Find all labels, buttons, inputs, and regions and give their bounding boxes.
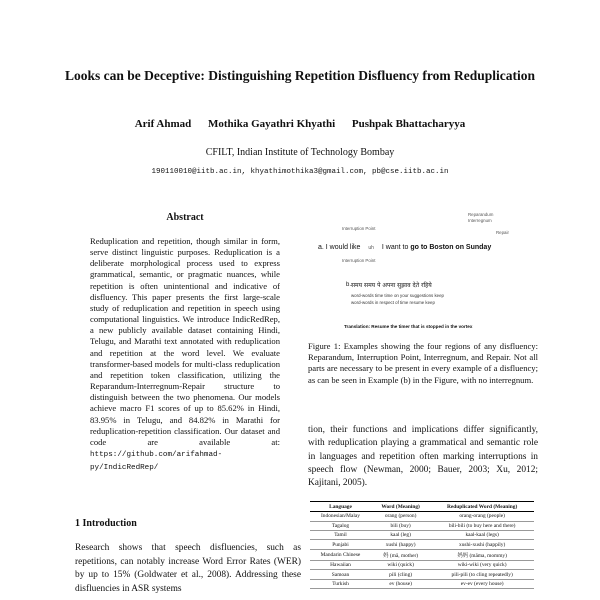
table-cell: pili (cling) [371, 570, 430, 579]
table-cell: orang-orang (people) [430, 512, 534, 521]
table-cell: kaal-kaal (legs) [430, 530, 534, 539]
table-cell: Punjabi [310, 540, 371, 549]
table-cell: ev (house) [371, 579, 430, 588]
table-cell: 妈妈 (māma, mommy) [430, 549, 534, 560]
table-cell: ev-ev (every house) [430, 579, 534, 588]
table-row [310, 512, 534, 521]
example-sentence-a [318, 244, 491, 251]
table-cell: Samoan [310, 570, 371, 579]
table-cell: pili-pili (to cling repeatedly) [430, 570, 534, 579]
abstract-body-text: Reduplication and repetition, though similar in form, serve distinct linguistic purposes. Reduplication is a deliberate morphological process used to express grammatical, semantic, or pragmatic nuances, while repetition is often unintentional and indicative of disfluency. This paper presents the first large-scale study of reduplication and repetition in speech using computational linguistics. We introduce IndicRedRep, a new publicly available dataset containing Hindi, Telugu, and Marathi text annotated with reduplication and repetition at the word level. We evaluate transformer-based models for multi-class reduplication and repetition token classification, utilizing the Reparandum-Interregnum-Repair structure to distinguish between the two phenomena. Our models achieve macro F1 scores of up to 85.62% in Hindi, 83.95% in Telugu, and 84.82% in Marathi for reduplication-repetition classification. Our dataset and code are available at: [90, 236, 280, 447]
table-row [310, 561, 534, 570]
table-cell: orang (person) [371, 512, 430, 521]
table-cell: Mandarin Chinese [310, 549, 371, 560]
abstract-text [90, 236, 280, 474]
reparandum-text: I would like [325, 244, 361, 251]
table-cell: Tagalog [310, 521, 371, 530]
interruption-point-label: Interruption Point [342, 258, 376, 263]
example-marker: a. [318, 244, 324, 251]
interruption-point-label: Interruption Point [342, 226, 376, 231]
table-cell: Tamil [310, 530, 371, 539]
interregnum-text: uh [368, 245, 374, 251]
table-cell: wiki-wiki (very quick) [430, 561, 534, 570]
reduplication-table [310, 501, 534, 589]
dataset-link[interactable]: https://github.com/arifahmad-py/IndicRedRep/ [90, 450, 223, 473]
paper-title: Looks can be Deceptive: Distinguishing Repetition Disfluency from Reduplication [64, 68, 535, 83]
abstract-heading: Abstract [166, 212, 204, 223]
affiliation: CFILT, Indian Institute of Technology Bombay [205, 147, 395, 158]
table-row [310, 521, 534, 530]
table-cell: Turkish [310, 579, 371, 588]
table-cell: bili-bili (to buy here and there) [430, 521, 534, 530]
table-cell: Hawaiian [310, 561, 371, 570]
example-marker: b. [346, 282, 352, 288]
table-cell: bili (buy) [371, 521, 430, 530]
section-heading-introduction: 1 Introduction [75, 518, 137, 529]
figure-1 [308, 208, 536, 336]
author-name: Mothika Gayathri Khyathi [208, 118, 336, 130]
email-list: 190110010@iitb.ac.in, khyathimothika3@gmail.com, pb@cse.iitb.ac.in [151, 168, 449, 176]
reparandum-label: Reparandum [468, 212, 494, 217]
table-row [310, 549, 534, 560]
continuation-text: go to Boston on Sunday [410, 244, 492, 251]
table-row [310, 530, 534, 539]
column-header: Language [310, 502, 371, 512]
table-cell: kaal (leg) [371, 530, 430, 539]
hindi-sentence: समय समय पे अपना सुझाव देते रहिये [351, 282, 432, 289]
column-header: Reduplicated Word (Meaning) [430, 502, 534, 512]
table-cell: xushi-xushi (happily) [430, 540, 534, 549]
gloss-lines [351, 292, 444, 306]
author-name: Arif Ahmad [134, 118, 192, 130]
introduction-text: Research shows that speech disfluencies, such as repetitions, can notably increase Word Error Rates (WER) by up to 15% (Goldwater et al., 2008). Addressing these disfluencies in ASR systems [75, 543, 301, 594]
table-cell: Indonesian/Malay [310, 512, 371, 521]
repair-text: I want to [381, 244, 409, 251]
figure-caption: Figure 1: Examples showing the four regions of any disfluency: Reparandum, Interruption Point, Interregnum, and Repair. Not all parts are necessary to be present in every example of a disfluency; as can be seen in Example (b) in the Figure, with no interregnum. [308, 341, 538, 385]
repair-label: Repair [496, 230, 509, 235]
column-header: Word (Meaning) [371, 502, 430, 512]
author-list [60, 118, 540, 130]
body-text: tion, their functions and implications differ significantly, with reduplication playing a grammatical and semantic role in languages and repetition often marking interruptions in speech flow (Newman, 2000; Bauer, 2003; Xu, 2012; Kajitani, 2005). [308, 425, 538, 489]
translation-line: Translation: Resume the timer that is stopped in the vortex [344, 324, 473, 329]
table-cell: 妈 (mā, mother) [371, 549, 430, 560]
table-cell: wiki (quick) [371, 561, 430, 570]
table-row [310, 540, 534, 549]
table-header-row [310, 502, 534, 512]
author-name: Pushpak Bhattacharyya [351, 118, 466, 130]
interregnum-label: Interregnum [468, 218, 492, 223]
gloss-line: word-words in respect of time resume keep [351, 300, 435, 305]
table-cell: xushi (happy) [371, 540, 430, 549]
table-row [310, 570, 534, 579]
table-row [310, 579, 534, 588]
gloss-line: word-words time time on your suggestions keep [351, 293, 444, 298]
